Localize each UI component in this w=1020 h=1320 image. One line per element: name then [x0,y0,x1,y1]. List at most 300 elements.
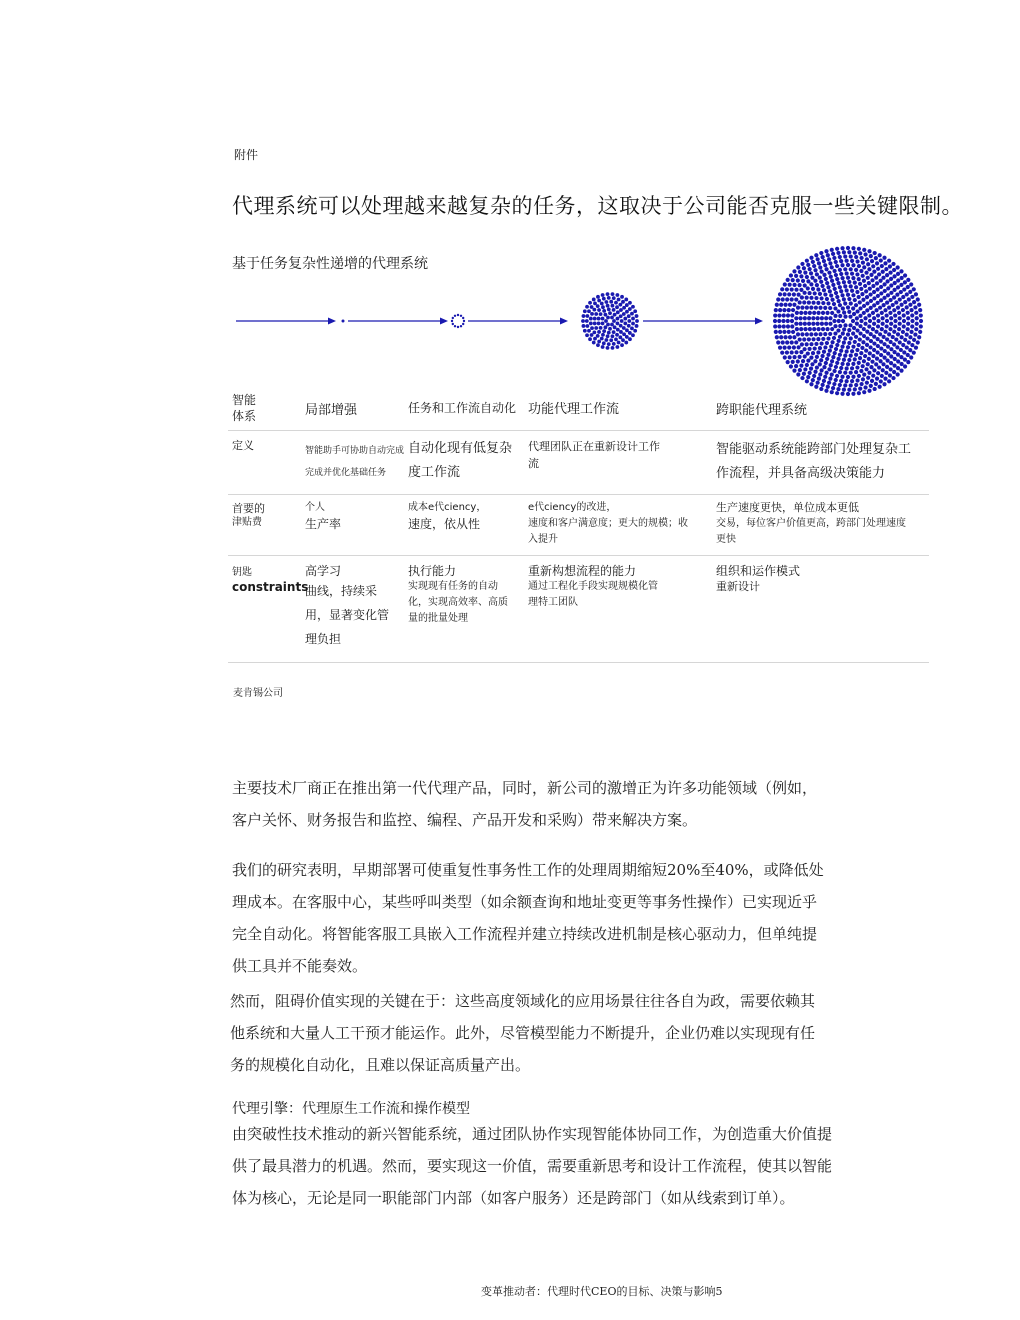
cluster-dot [824,361,828,365]
cluster-dot [606,292,610,296]
cluster-dot [886,286,890,290]
cluster-dot [824,249,828,253]
cluster-dot [916,297,920,301]
cluster-dot [816,301,820,305]
cluster-dot [843,284,847,288]
cluster-dot [902,313,906,317]
cluster-dot [582,324,586,328]
cluster-dot [894,300,898,304]
cluster-dot [879,258,883,262]
cluster-dot [840,345,844,349]
cluster-dot [615,333,619,337]
cluster-dot [612,342,616,346]
cluster-dot [839,289,843,293]
cluster-dot [838,255,842,259]
cluster-dot [913,305,917,309]
cluster-dot [901,295,905,299]
cluster-dot [803,354,807,358]
cluster-dot [903,300,907,304]
cluster-dot [463,320,465,322]
cluster-dot [622,326,626,330]
cluster-dot [901,330,905,334]
cluster-dot [813,359,817,363]
cluster-dot [805,332,809,336]
cluster-dot [606,334,610,338]
cluster-dot [822,350,826,354]
cluster-dot [845,288,849,292]
cluster-dot [785,340,789,344]
cluster-dot [861,274,865,278]
cluster-dot [833,351,837,355]
cluster-dot [855,348,859,352]
cluster-dot [827,257,831,261]
cluster-dot [903,280,907,284]
cluster-dot [838,383,842,387]
cluster-dot [805,259,809,263]
cluster-dot [906,353,910,357]
cluster-dot [792,369,796,373]
cluster-dot [877,272,881,276]
row-label-benefit: 首要的 津贴费 [232,502,265,528]
cluster-dot [829,275,833,279]
cluster-dot [597,299,601,303]
table-cell: 执行能力 实现现有任务的自动 化，实现高效率、高质 量的批量处理 [408,564,508,624]
cluster-dot [858,314,862,318]
cluster-dot [814,296,818,300]
cluster-dot [891,262,895,266]
cluster-dot [809,366,813,370]
cluster-dot [910,343,914,347]
cluster-dot [813,291,817,295]
cluster-dot [592,298,596,302]
cluster-dot [781,297,785,301]
cluster-dot [451,320,453,322]
cluster-dot [860,346,864,350]
cluster-dot [809,306,813,310]
cluster-dot [847,297,851,301]
cluster-dot [867,324,871,328]
cluster-dot [874,308,878,312]
cluster-dot [854,285,858,289]
cluster-dot [841,319,845,323]
cluster-dot [871,354,875,358]
cluster-dot [823,306,827,310]
cluster-dot [590,326,594,330]
cluster-dot [875,376,879,380]
cluster-dot [792,283,796,287]
cluster-dot [914,311,918,315]
cluster-dot [870,278,874,282]
cluster-dot [909,282,913,286]
cluster-dot [775,335,779,339]
cluster-dot [879,346,883,350]
cluster-dot [919,313,923,317]
cluster-dot [858,282,862,286]
cluster-dot [910,313,914,317]
cluster-dot [827,271,831,275]
cluster-dot [850,289,854,293]
cluster-dot [633,329,637,333]
cluster-dot [618,335,622,339]
cluster-dot [582,314,586,318]
cluster-dot [883,349,887,353]
cluster-dot [874,362,878,366]
cluster-dot [601,305,605,309]
cluster-dot [846,263,850,267]
cluster-dot [868,319,872,323]
cluster-dot [872,316,876,320]
cluster-dot [821,255,825,259]
cluster-dot [825,281,829,285]
cluster-dot [809,332,813,336]
cluster-dot [592,341,596,345]
cluster-dot [613,313,617,317]
cluster-dot [808,371,812,375]
cluster-dot [850,272,854,276]
cluster-dot [810,362,814,366]
cluster-dot [795,327,799,331]
cluster-dot [915,322,919,326]
arrow-head [328,318,336,325]
cluster-dot [919,324,923,328]
cluster-dot [901,308,905,312]
cluster-dot [851,276,855,280]
cluster-dot [838,268,842,272]
cluster-dot [811,337,815,341]
cluster-dot [594,312,598,316]
cluster-dot [829,344,833,348]
cluster-dot [896,332,900,336]
cluster-dot [602,341,606,345]
cluster-dot [835,391,839,395]
cluster-dot [896,285,900,289]
cluster-dot [861,377,865,381]
cluster-dot [611,292,615,296]
cluster-dot [838,314,842,318]
cluster-dot [620,295,624,299]
cluster-dot [630,326,634,330]
cluster-dot [783,282,787,286]
cluster-dot [783,292,787,296]
cluster-dot [596,295,600,299]
cluster-dot [916,340,920,344]
cluster-dot [838,370,842,374]
cluster-dot [814,332,818,336]
cluster-dot [625,303,629,307]
cluster-dot [794,316,798,320]
cluster-dot [806,279,810,283]
cluster-dot [842,388,846,392]
cluster-dot [891,303,895,307]
cluster-dot [798,322,802,326]
cluster-dot [835,247,839,251]
cluster-dot [867,371,871,375]
cluster-dot [849,301,853,305]
cluster-dot [842,250,846,254]
cluster-dot [809,382,813,386]
cluster-dot [842,310,846,314]
cluster-dot [889,270,893,274]
cluster-dot [826,336,830,340]
cluster-dot [828,322,832,326]
cluster-dot [788,303,792,307]
cluster-dot [842,341,846,345]
cluster-dot [607,296,611,300]
body-paragraph: 我们的研究表明，早期部署可使重复性事务性工作的处理周期缩短20%至40%，或降低处 理成本。在客服中心，某些呼叫类型（如余额查询和地址变更等事务性操作）已实现近乎 完全自动化。将智能客服工具嵌入工作流程并建立持续改进机制是核心驱动力，但单纯提 供工具并不能奏效。 [232,861,824,975]
cluster-dot [854,383,858,387]
cluster-dot [881,270,885,274]
cluster-dot [789,364,793,368]
table-cell: 自动化现有低复杂 度工作流 [408,441,513,480]
cluster-dot [619,314,623,318]
cluster-dot [875,261,879,265]
cluster-dot [623,322,627,326]
cluster-dot [899,348,903,352]
cluster-dot [618,303,622,307]
cluster-dot [806,263,810,267]
cluster-dot [600,337,604,341]
body-paragraph: 由突破性技术推动的新兴智能系统，通过团队协作实现智能体协同工作，为创造重大价值提 供了最具潜力的机遇。然而，要实现这一价值，需要重新思考和设计工作流程，使其以智能 体为核心，无论是同一职能部门内部（如客户服务）还是跨部门（如从线索到订单）。 [232,1125,833,1207]
cluster-dot [823,292,827,296]
cluster-dot [460,325,462,327]
cluster-dot [907,297,911,301]
cluster-dot [872,348,876,352]
cluster-dot [619,330,623,334]
cluster-dot [604,338,608,342]
cluster-dot [786,278,790,282]
cluster-dot [816,316,820,320]
cluster-dot [893,357,897,361]
cluster-dot [871,264,875,268]
column-header-crossfunctional: 跨职能代理系统 [716,403,808,418]
cluster-dot [829,363,833,367]
cluster-dot [835,277,839,281]
cluster-dot [454,325,456,327]
cluster-dot [864,271,868,275]
cluster-dot [826,253,830,257]
cluster-dot [786,313,790,317]
cluster-dot [888,311,892,315]
cluster-dot [848,315,852,319]
cluster-dot [902,287,906,291]
cluster-dot [628,331,632,335]
cluster-dot [807,337,811,341]
cluster-dot [607,307,611,311]
cluster-dot [600,302,604,306]
cluster-dot [596,304,600,308]
cluster-dot [819,280,823,284]
cluster-dot [806,286,810,290]
cluster-dot [809,296,813,300]
cluster-dot [879,291,883,295]
cluster-dot [778,308,782,312]
cluster-dot [783,335,787,339]
cluster-dot [805,296,809,300]
cluster-dot [910,295,914,299]
cluster-dot [803,367,807,371]
cluster-dot [799,327,803,331]
cluster-dot [777,319,781,323]
cluster-dot [805,275,809,279]
cluster-dot [790,350,794,354]
cluster-dot [588,337,592,341]
cluster-dot [820,284,824,288]
cluster-dot [825,357,829,361]
cluster-dot [880,264,884,268]
cluster-dot [809,256,813,260]
cluster-dot [588,301,592,305]
cluster-dot [881,316,885,320]
cluster-dot [878,279,882,283]
cluster-dot [897,327,901,331]
cluster-dot [813,279,817,283]
cluster-dot [914,292,918,296]
cluster-dot [785,350,789,354]
cluster-dot [825,341,829,345]
cluster-dot [869,273,873,277]
cluster-dot [631,305,635,309]
cluster-dot [611,346,615,350]
cluster-dot [891,376,895,380]
cluster-dot [799,288,803,292]
cluster-dot [861,364,865,368]
cluster-dot [862,334,866,338]
cluster-dot [815,272,819,276]
cluster-dot [906,311,910,315]
cluster-dot [872,290,876,294]
cluster-dot [892,342,896,346]
cluster-dot [774,308,778,312]
cluster-dot [594,326,598,330]
cluster-dot [813,268,817,272]
cluster-dot [821,383,825,387]
cluster-dot [792,355,796,359]
cluster-dot [896,278,900,282]
cluster-dot [612,308,616,312]
cluster-dot [599,326,603,330]
cluster-dot [791,330,795,334]
cluster-dot [898,322,902,326]
cluster-dot [893,281,897,285]
cluster-dot [853,357,857,361]
cluster-dot [872,322,876,326]
cluster-dot [838,324,842,328]
cluster-dot [851,263,855,267]
cluster-dot [868,351,872,355]
cluster-dot [830,327,834,331]
cluster-dot [918,308,922,312]
cluster-dot [791,278,795,282]
cluster-dot [782,324,786,328]
cluster-dot [777,324,781,328]
corner-label: 智能 体系 [232,393,257,423]
cluster-dot [824,389,828,393]
cluster-dot [905,332,909,336]
cluster-dot [881,322,885,326]
cluster-dot [825,297,829,301]
cluster-dot [826,285,830,289]
cluster-dot [883,289,887,293]
cluster-dot [805,306,809,310]
cluster-dot [881,362,885,366]
cluster-dot [802,291,806,295]
cluster-dot [886,293,890,297]
cluster-dot [819,296,823,300]
cluster-dot [862,372,866,376]
cluster-dot [820,322,824,326]
cluster-dot [780,351,784,355]
cluster-dot [858,324,862,328]
cluster-dot [843,323,847,327]
cluster-dot [585,305,589,309]
cluster-dot [863,284,867,288]
table-cell: e代ciency的改进， 速度和客户满意度；更大的规模；收 入提升 [528,502,688,545]
cluster-dot [816,322,820,326]
cluster-dot [889,277,893,281]
table-cell: 智能驱动系统能跨部门处理复杂工 作流程，并具备高级决策能力 [716,442,912,481]
cluster-dot [846,305,850,309]
cluster-dot [903,273,907,277]
cluster-dot [846,375,850,379]
cluster-dot [617,341,621,345]
cluster-dot [888,373,892,377]
cluster-dot [899,269,903,273]
cluster-dot [616,310,620,314]
cluster-dot [822,273,826,277]
cluster-dot [855,259,859,263]
cluster-dot [622,332,626,336]
cluster-dot [585,314,589,318]
cluster-dot [864,349,868,353]
cluster-dot [878,385,882,389]
cluster-dot [896,366,900,370]
cluster-dot [593,322,597,326]
cluster-dot [849,284,853,288]
cluster-dot [825,311,829,315]
cluster-dot [811,260,815,264]
cluster-dot [834,347,838,351]
cluster-dot [862,265,866,269]
cluster-dot [583,329,587,333]
cluster-dot [866,362,870,366]
cluster-dot [855,328,859,332]
cluster-dot [812,327,816,331]
cluster-dot [888,327,892,331]
cluster-dot [833,314,837,318]
cluster-dot [627,314,631,318]
cluster-dot [864,289,868,293]
cluster-dot [608,327,612,331]
cluster-dot [902,324,906,328]
cluster-dot [602,309,606,313]
cluster-dot [834,291,838,295]
cluster-dot [794,340,798,344]
table-cell: 重新构想流程的能力 通过工程化手段实现规模化管 理特工团队 [528,564,658,608]
cluster-dot [808,311,812,315]
cluster-dot [812,264,816,268]
cluster-dot [631,333,635,337]
cluster-dot [617,298,621,302]
cluster-dot [857,343,861,347]
cluster-dot [797,345,801,349]
cluster-dot [858,306,862,310]
cluster-dot [789,273,793,277]
cluster-dot [853,340,857,344]
cluster-dot [837,319,841,323]
cluster-dot [794,350,798,354]
cluster-dot [823,375,827,379]
cluster-dot [597,317,601,321]
